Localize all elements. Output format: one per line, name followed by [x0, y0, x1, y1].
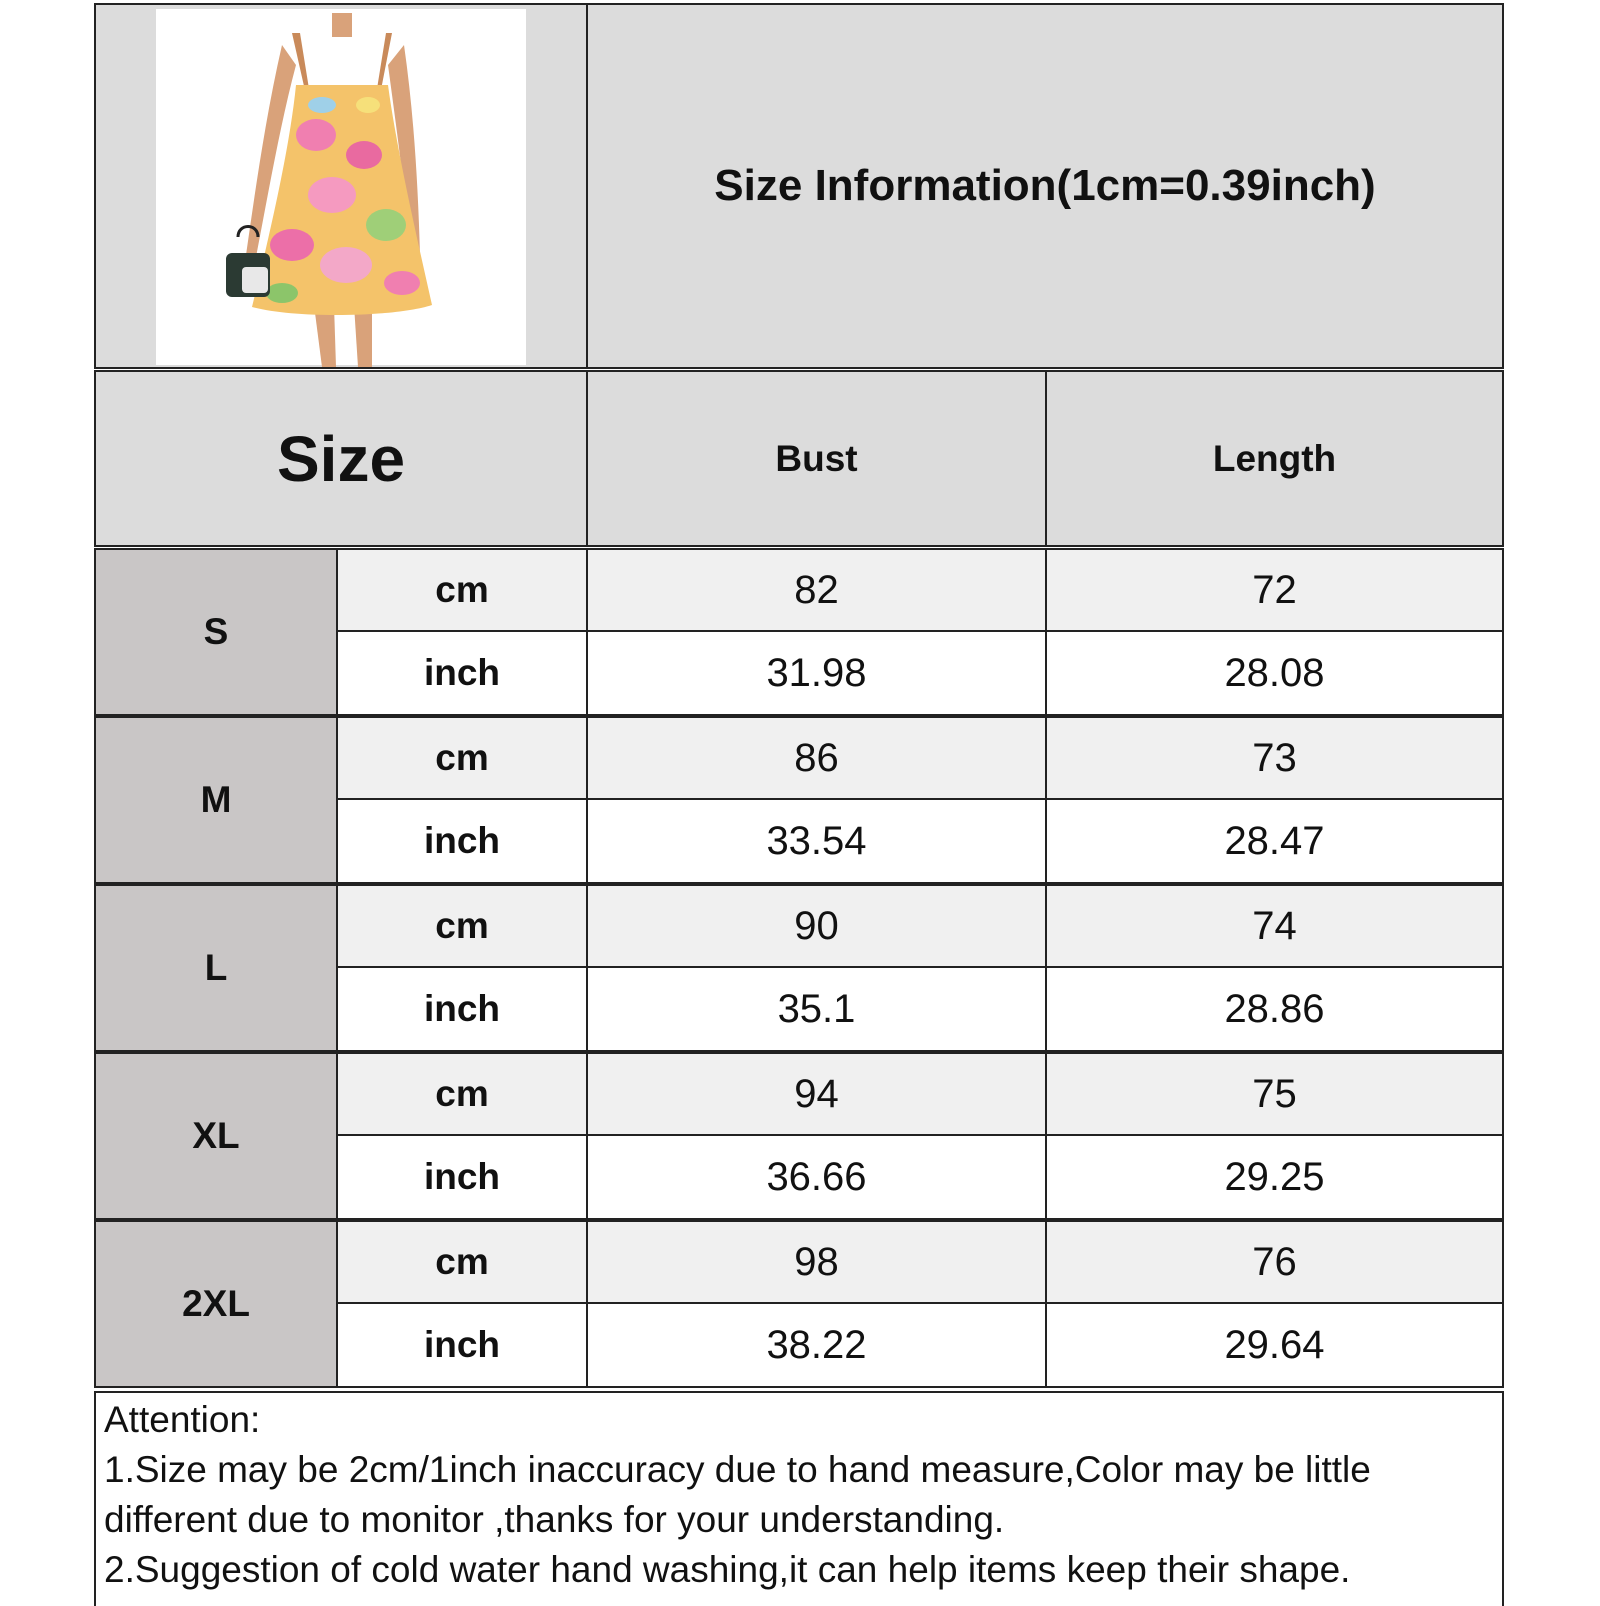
bust-inch-s: 31.98	[766, 650, 867, 695]
size-header-cell	[94, 370, 588, 547]
length-inch-m-cell	[1045, 798, 1504, 884]
unit-inch-s: inch	[423, 652, 501, 693]
size-label-2xl-cell	[94, 1220, 338, 1388]
length-cm-xl: 75	[1252, 1071, 1297, 1116]
size-label-s: S	[203, 611, 229, 652]
size-label-2xl: 2XL	[182, 1283, 250, 1324]
length-cm-l: 74	[1252, 903, 1297, 948]
unit-cm-l: cm	[435, 905, 489, 946]
unit-inch-2xl-cell	[336, 1302, 588, 1388]
unit-inch-s-cell	[336, 630, 588, 716]
length-inch-l-cell	[1045, 966, 1504, 1052]
size-label-l-cell	[94, 884, 338, 1052]
unit-cm-2xl-cell	[336, 1220, 588, 1304]
length-inch-l: 28.86	[1224, 986, 1325, 1031]
unit-inch-2xl: inch	[423, 1324, 501, 1365]
length-inch-2xl: 29.64	[1224, 1322, 1325, 1367]
attention-heading: Attention:	[104, 1399, 261, 1440]
length-header-cell	[1045, 370, 1504, 547]
unit-inch-l: inch	[423, 988, 501, 1029]
unit-cm-m: cm	[435, 737, 489, 778]
bust-cm-xl-cell	[586, 1052, 1047, 1136]
bust-cm-l: 90	[794, 903, 839, 948]
attention-line-1b: different due to monitor ,thanks for your understanding.	[104, 1499, 1005, 1540]
attention-note	[94, 1391, 1504, 1606]
length-cm-m: 73	[1252, 735, 1297, 780]
length-cm-s-cell	[1045, 548, 1504, 632]
product-photo	[96, 5, 588, 369]
size-label-l: L	[204, 947, 228, 988]
bust-inch-l-cell	[586, 966, 1047, 1052]
length-header: Length	[1212, 437, 1337, 479]
unit-cm-l-cell	[336, 884, 588, 968]
bust-cm-2xl: 98	[794, 1239, 839, 1284]
bust-cm-m: 86	[794, 735, 839, 780]
length-inch-s: 28.08	[1224, 650, 1325, 695]
length-inch-xl: 29.25	[1224, 1154, 1325, 1199]
unit-inch-m-cell	[336, 798, 588, 884]
unit-cm-xl-cell	[336, 1052, 588, 1136]
length-cm-l-cell	[1045, 884, 1504, 968]
length-cm-2xl: 76	[1252, 1239, 1297, 1284]
bust-inch-m: 33.54	[766, 818, 867, 863]
bust-inch-m-cell	[586, 798, 1047, 884]
unit-cm-xl: cm	[435, 1073, 489, 1114]
bust-inch-2xl: 38.22	[766, 1322, 867, 1367]
bust-inch-l: 35.1	[777, 986, 856, 1031]
bust-inch-xl: 36.66	[766, 1154, 867, 1199]
size-label-xl-cell	[94, 1052, 338, 1220]
length-inch-2xl-cell	[1045, 1302, 1504, 1388]
unit-cm-s: cm	[435, 569, 489, 610]
size-header: Size	[276, 422, 406, 495]
size-info-title: Size Information(1cm=0.39inch)	[714, 161, 1376, 210]
attention-line-1a: 1.Size may be 2cm/1inch inaccuracy due to hand measure,Color may be little	[104, 1449, 1371, 1490]
bust-cm-s: 82	[794, 567, 839, 612]
size-label-m: M	[200, 779, 232, 820]
bust-inch-s-cell	[586, 630, 1047, 716]
length-inch-xl-cell	[1045, 1134, 1504, 1220]
length-cm-m-cell	[1045, 716, 1504, 800]
length-cm-xl-cell	[1045, 1052, 1504, 1136]
bust-header-cell	[586, 370, 1047, 547]
bust-cm-2xl-cell	[586, 1220, 1047, 1304]
bust-inch-2xl-cell	[586, 1302, 1047, 1388]
unit-cm-m-cell	[336, 716, 588, 800]
bust-cm-l-cell	[586, 884, 1047, 968]
size-label-xl: XL	[192, 1115, 240, 1156]
length-cm-s: 72	[1252, 567, 1297, 612]
bust-inch-xl-cell	[586, 1134, 1047, 1220]
unit-cm-s-cell	[336, 548, 588, 632]
bust-header: Bust	[775, 437, 858, 479]
length-inch-s-cell	[1045, 630, 1504, 716]
bust-cm-xl: 94	[794, 1071, 839, 1116]
unit-inch-l-cell	[336, 966, 588, 1052]
product-photo-cell	[94, 3, 588, 369]
length-inch-m: 28.47	[1224, 818, 1325, 863]
bust-cm-m-cell	[586, 716, 1047, 800]
bust-cm-s-cell	[586, 548, 1047, 632]
unit-inch-xl: inch	[423, 1156, 501, 1197]
attention-line-2: 2.Suggestion of cold water hand washing,it can help items keep their shape.	[104, 1549, 1351, 1590]
size-label-s-cell	[94, 548, 338, 716]
unit-inch-xl-cell	[336, 1134, 588, 1220]
size-info-title-cell	[586, 3, 1504, 369]
unit-inch-m: inch	[423, 820, 501, 861]
size-label-m-cell	[94, 716, 338, 884]
unit-cm-2xl: cm	[435, 1241, 489, 1282]
length-cm-2xl-cell	[1045, 1220, 1504, 1304]
